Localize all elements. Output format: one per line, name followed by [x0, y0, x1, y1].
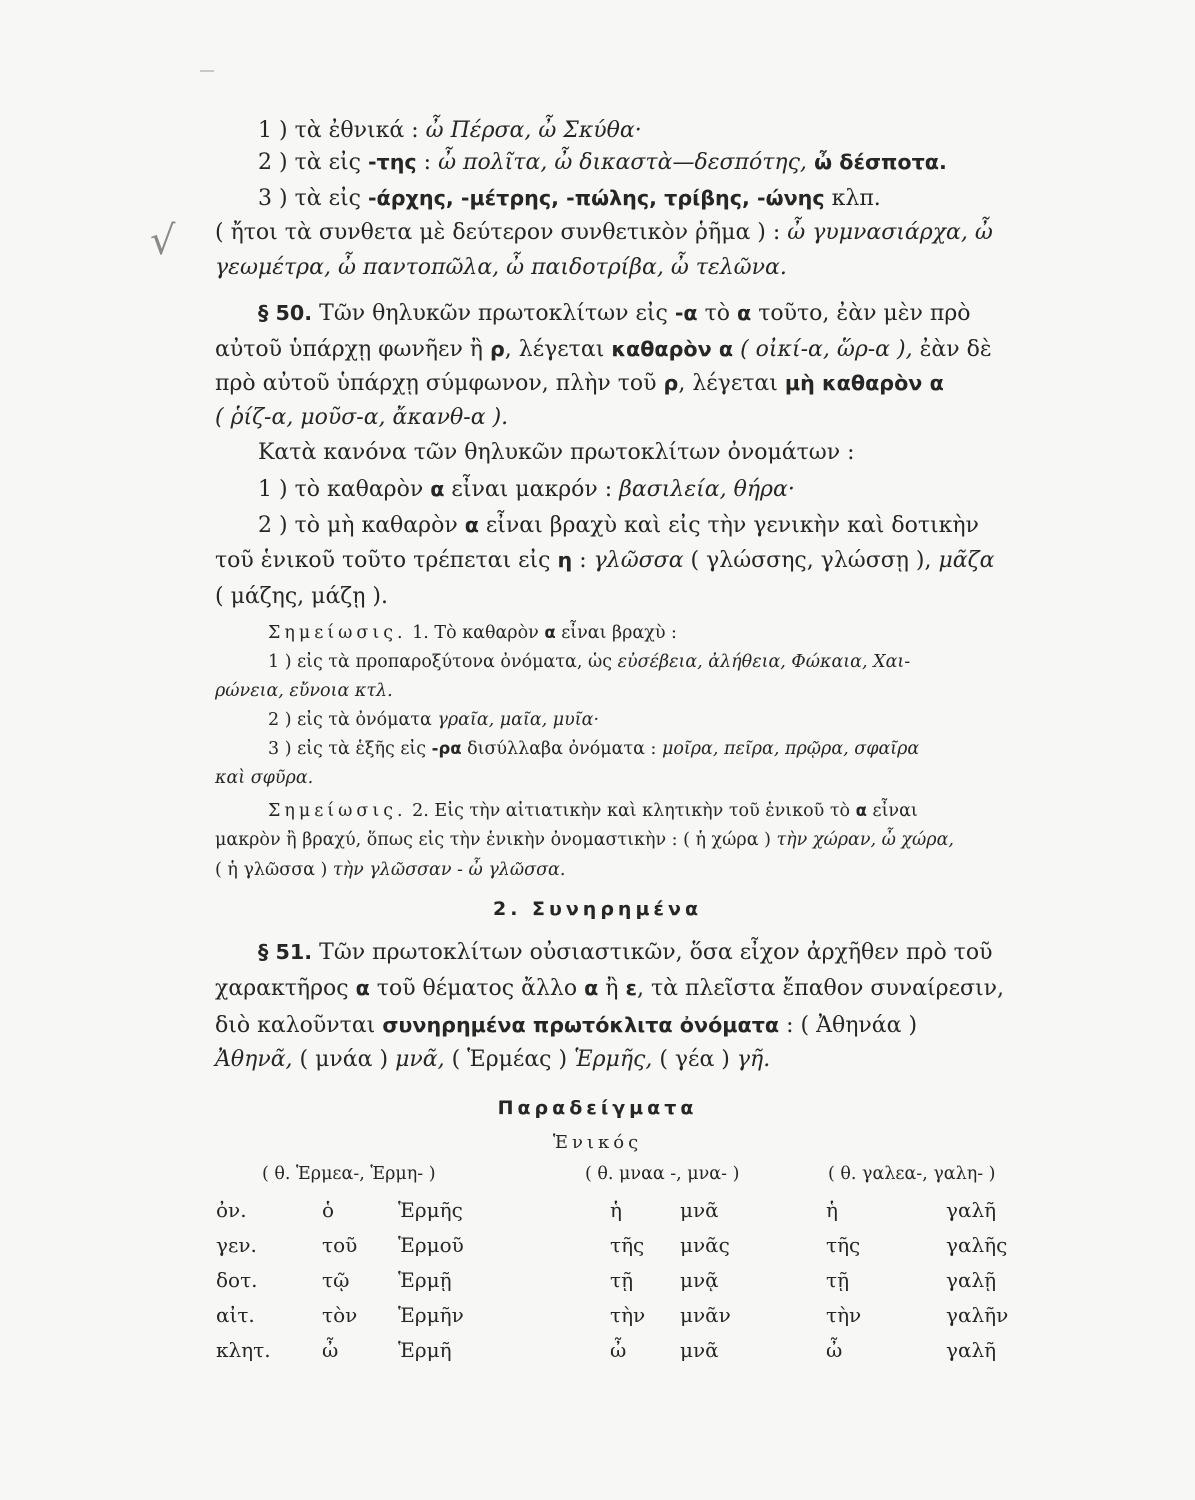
paragraph-51-line: § 51. Τῶν πρωτοκλίτων οὐσιαστικῶν, ὅσα εἶχον ἀρχῆθεν πρὸ τοῦ — [258, 940, 993, 965]
table-cell: ὦ — [826, 1338, 843, 1362]
table-cell: Ἑρμῆς — [398, 1198, 463, 1222]
margin-mark — [200, 70, 214, 72]
case-label: κλητ. — [216, 1338, 271, 1362]
section-heading: 2. Συνηρημένα — [492, 898, 702, 920]
table-cell: μνᾶς — [680, 1233, 730, 1257]
note-line: μακρὸν ἢ βραχύ, ὅπως εἰς τὴν ἑνικὴν ὀνομαστικὴν : ( ἡ χώρα ) τὴν χώραν, ὦ χώρα, — [215, 830, 954, 850]
text-line: 1 ) τὰ ἐθνικά : ὦ Πέρσα, ὦ Σκύθα· — [258, 118, 642, 143]
note-line: καὶ σφῦρα. — [215, 768, 314, 788]
note-line: Σημείωσις. 1. Τὸ καθαρὸν α εἶναι βραχὺ : — [268, 623, 677, 643]
case-label: αἰτ. — [216, 1303, 255, 1327]
table-cell: Ἑρμῇ — [398, 1268, 452, 1292]
text-line: ( ἤτοι τὰ συνθετα μὲ δεύτερον συνθετικὸν ῥῆμα ) : ὦ γυμνασιάρχα, ὦ — [215, 220, 993, 245]
column-header: ( θ. Ἑρμεα-, Ἑρμη- ) — [262, 1164, 436, 1184]
table-cell: τὴν — [826, 1303, 862, 1327]
table-cell: μνᾶ — [680, 1338, 719, 1362]
note-line: 3 ) εἰς τὰ ἑξῆς εἰς -ρα δισύλλαβα ὀνόματα : μοῖρα, πεῖρα, πρῷρα, σφαῖρα — [268, 739, 920, 759]
table-cell: ὁ — [322, 1198, 335, 1222]
text-line: 2 ) τὰ εἰς -της : ὦ πολῖτα, ὦ δικαστὰ—δεσπότης, ὦ δέσποτα. — [258, 150, 947, 175]
case-label: γεν. — [216, 1233, 257, 1257]
table-cell: τὸν — [322, 1303, 358, 1327]
text-line: γεωμέτρα, ὦ παντοπῶλα, ὦ παιδοτρίβα, ὦ τελῶνα. — [215, 255, 787, 280]
table-cell: γαλῆ — [946, 1338, 997, 1362]
paragraph-51-line: Ἀθηνᾶ, ( μνάα ) μνᾶ, ( Ἑρμέας ) Ἑρμῆς, ( γέα ) γῆ. — [215, 1047, 771, 1072]
note-line: Σημείωσις. 2. Εἰς τὴν αἰτιατικὴν καὶ κλητικὴν τοῦ ἑνικοῦ τὸ α εἶναι — [268, 801, 918, 821]
text-line: τοῦ ἑνικοῦ τοῦτο τρέπεται εἰς η : γλῶσσα ( γλώσσης, γλώσσῃ ), μᾶζα — [215, 548, 995, 573]
table-cell: τὴν — [610, 1303, 646, 1327]
table-cell: μνᾷ — [680, 1268, 719, 1292]
paragraph-51-line: διὸ καλοῦνται συνηρημένα πρωτόκλιτα ὀνόματα : ( Ἀθηνάα ) — [215, 1013, 918, 1038]
column-header: ( θ. γαλεα-, γαλη- ) — [828, 1164, 996, 1184]
table-cell: μνᾶν — [680, 1303, 731, 1327]
table-cell: ὦ — [610, 1338, 627, 1362]
table-cell: τῷ — [322, 1268, 350, 1292]
text-line: 1 ) τὸ καθαρὸν α εἶναι μακρόν : βασιλεία, θήρα· — [258, 477, 795, 502]
table-cell: γαλῆ — [946, 1198, 997, 1222]
table-cell: ἡ — [826, 1198, 838, 1222]
paragraph-50-line: ( ῥίζ-α, μοῦσ-α, ἄκανθ-α ). — [215, 405, 509, 430]
text-line: ( μάζης, μάζῃ ). — [215, 584, 388, 609]
text-line: 3 ) τὰ εἰς -άρχης, -μέτρης, -πώλης, τρίβης, -ώνης κλπ. — [258, 186, 881, 211]
table-cell: γαλῇ — [946, 1268, 997, 1292]
table-cell: Ἑρμῆν — [398, 1303, 464, 1327]
case-label: δοτ. — [216, 1268, 258, 1292]
text-line: Κατὰ κανόνα τῶν θηλυκῶν πρωτοκλίτων ὀνομάτων : — [258, 440, 855, 465]
paragraph-51-line: χαρακτῆρος α τοῦ θέματος ἄλλο α ἢ ε, τὰ πλεῖστα ἔπαθον συναίρεσιν, — [215, 976, 1005, 1001]
text-line: 2 ) τὸ μὴ καθαρὸν α εἶναι βραχὺ καὶ εἰς τὴν γενικὴν καὶ δοτικὴν — [258, 513, 979, 538]
paragraph-50-line: πρὸ αὐτοῦ ὑπάρχῃ σύμφωνον, πλὴν τοῦ ρ, λέγεται μὴ καθαρὸν α — [215, 371, 944, 396]
table-cell: Ἑρμοῦ — [398, 1233, 464, 1257]
column-header: ( θ. μναα -, μνα- ) — [585, 1164, 740, 1184]
table-cell: γαλῆς — [946, 1233, 1008, 1257]
note-line: ρώνεια, εὔνοια κτλ. — [215, 681, 393, 701]
table-cell: γαλῆν — [946, 1303, 1009, 1327]
subheading-singular: Ἑνικός — [552, 1132, 643, 1153]
table-cell: τῇ — [826, 1268, 850, 1292]
subheading-examples: Παραδείγματα — [497, 1097, 698, 1119]
table-cell: τῇ — [610, 1268, 634, 1292]
case-label: ὀν. — [216, 1198, 247, 1222]
handwritten-check-mark: √ — [150, 218, 176, 264]
table-cell: ἡ — [610, 1198, 622, 1222]
table-cell: τοῦ — [322, 1233, 358, 1257]
paragraph-50-line: § 50. Τῶν θηλυκῶν πρωτοκλίτων εἰς -α τὸ α τοῦτο, ἐὰν μὲν πρὸ — [258, 301, 971, 326]
table-cell: ὦ — [322, 1338, 339, 1362]
table-cell: Ἑρμῆ — [398, 1338, 452, 1362]
note-line: 1 ) εἰς τὰ προπαροξύτονα ὀνόματα, ὡς εὐσέβεια, ἀλήθεια, Φώκαια, Χαι- — [268, 652, 911, 672]
table-cell: μνᾶ — [680, 1198, 719, 1222]
table-cell: τῆς — [826, 1233, 861, 1257]
paragraph-50-line: αὐτοῦ ὑπάρχῃ φωνῆεν ἢ ρ, λέγεται καθαρὸν α ( οἰκί-α, ὥρ-α ), ἐὰν δὲ — [215, 337, 992, 362]
note-line: ( ἡ γλῶσσα ) τὴν γλῶσσαν - ὦ γλῶσσα. — [215, 860, 566, 880]
note-line: 2 ) εἰς τὰ ὀνόματα γραῖα, μαῖα, μυῖα· — [268, 710, 600, 730]
table-cell: τῆς — [610, 1233, 645, 1257]
